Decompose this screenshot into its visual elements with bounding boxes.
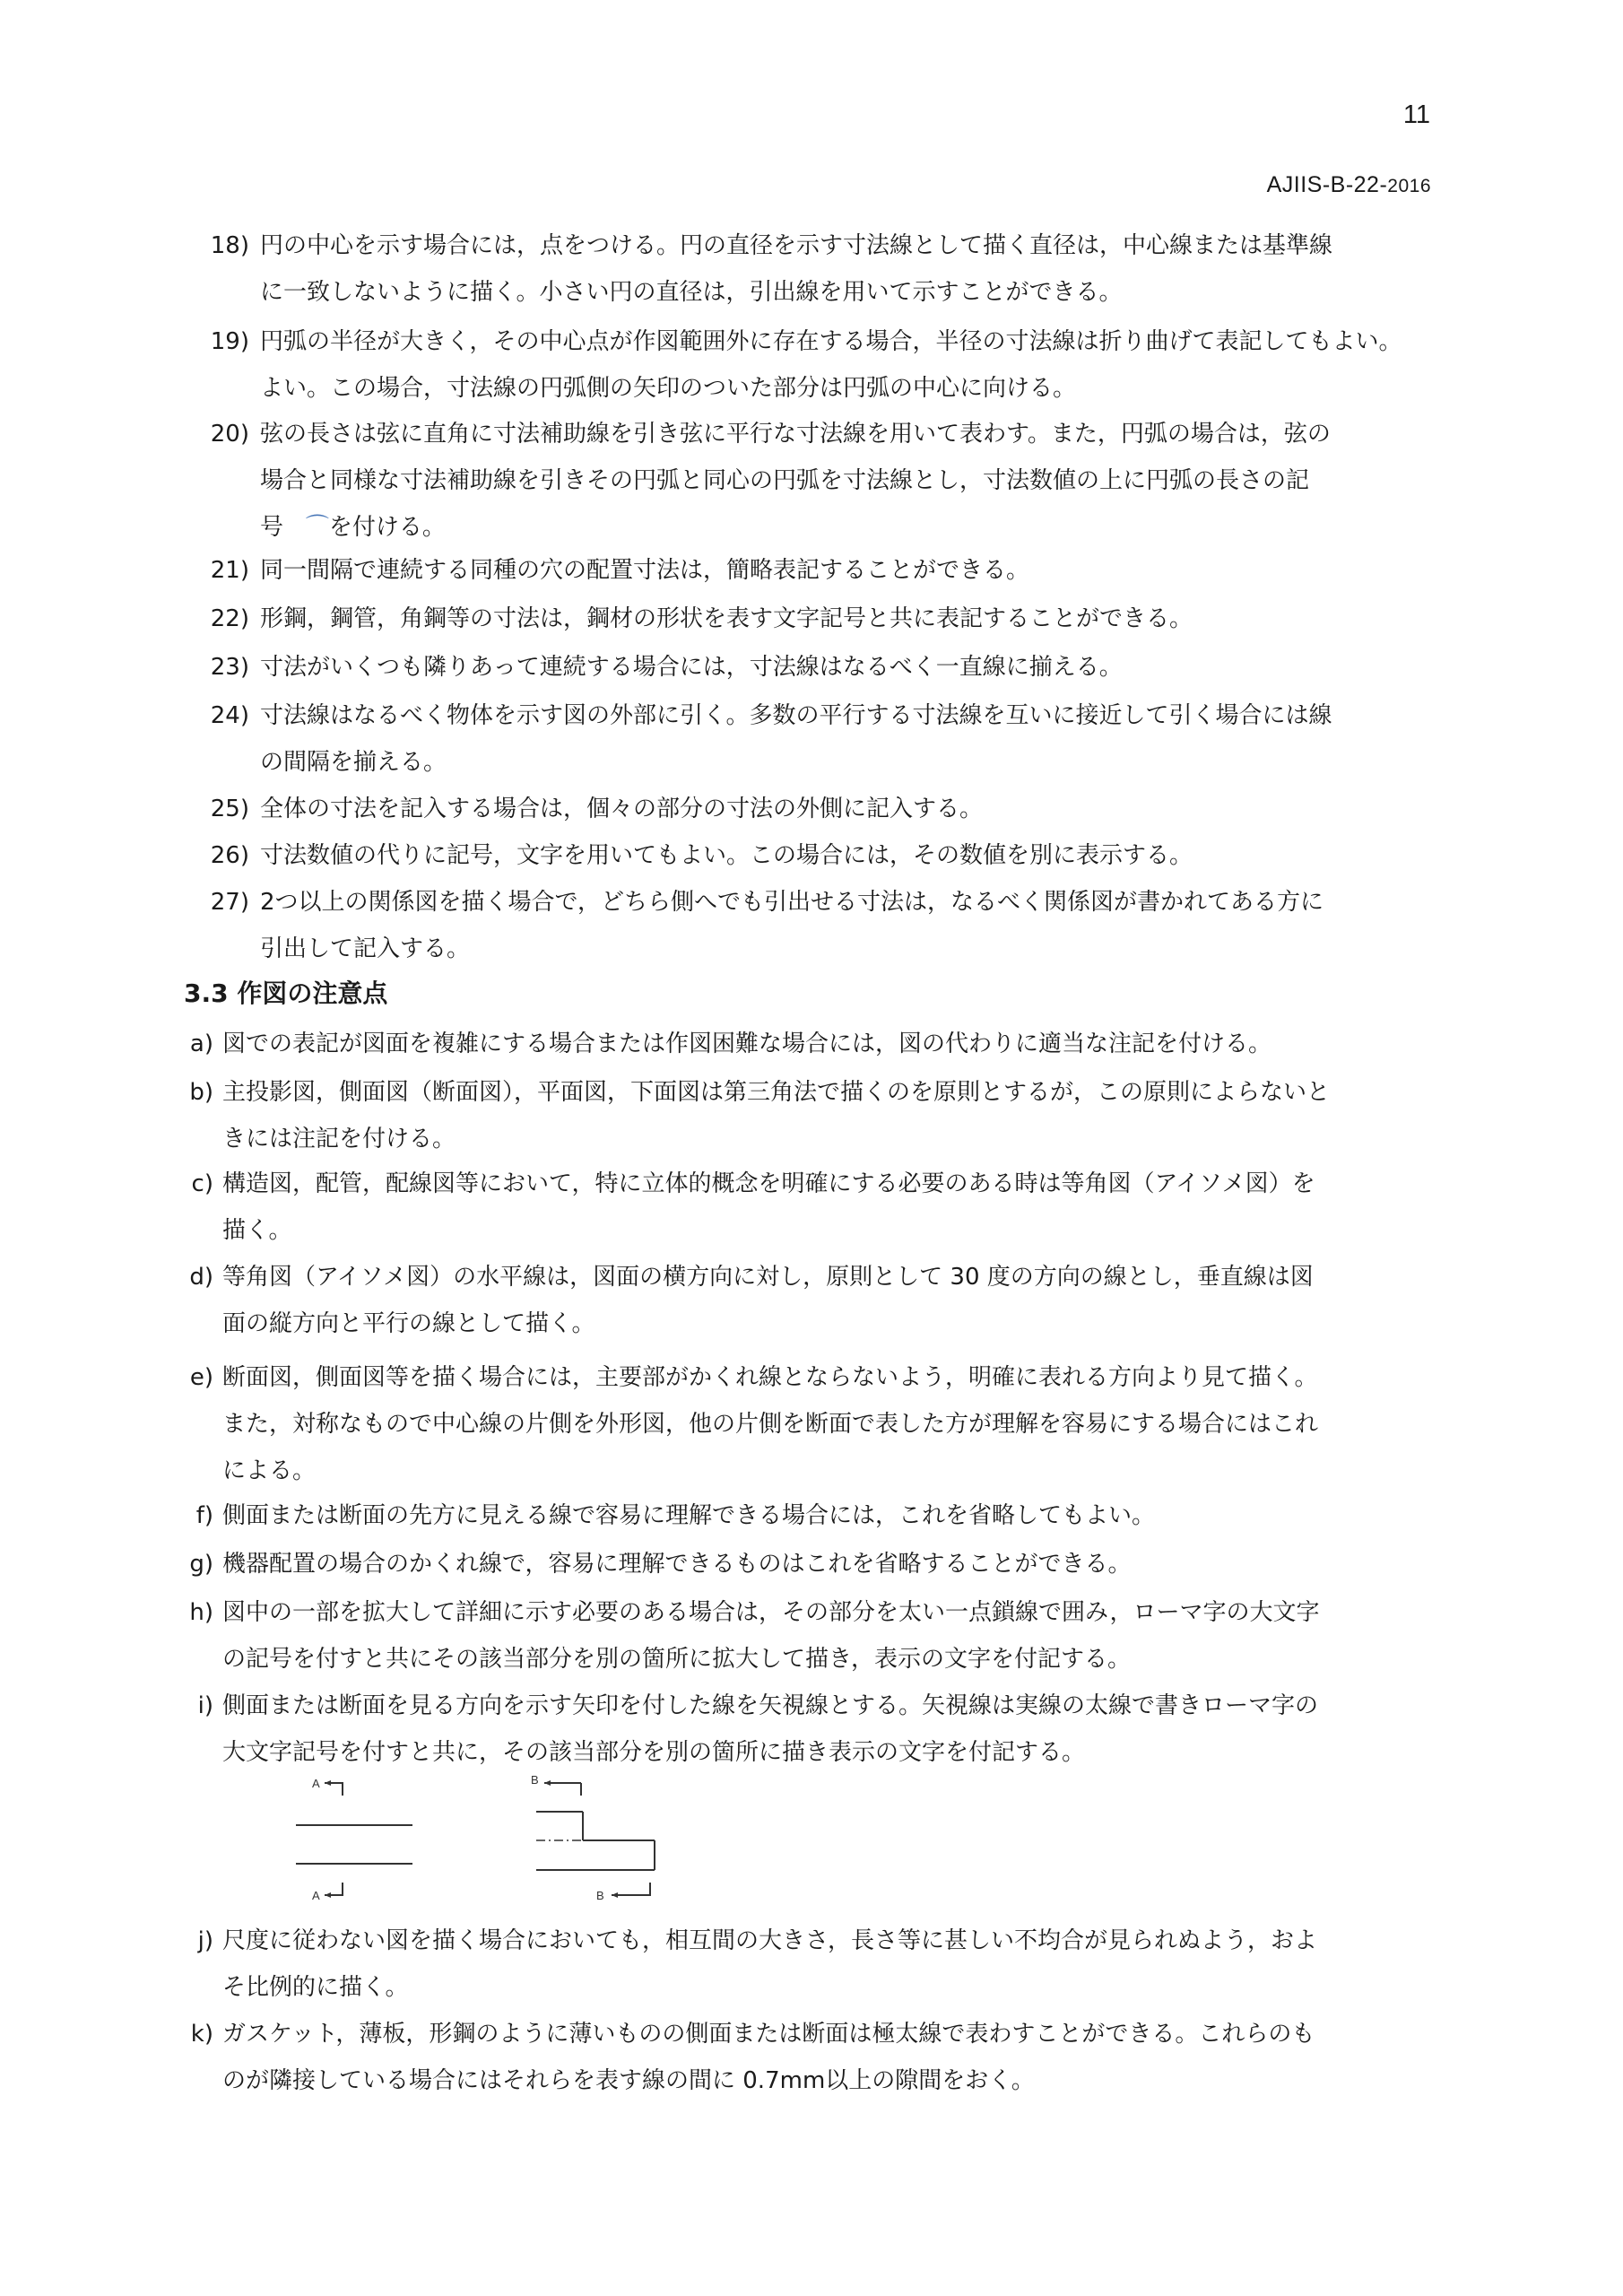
item-number: 27): [210, 889, 249, 916]
item-letter: c): [191, 1170, 213, 1197]
item-text-line: 側面または断面の先方に見える線で容易に理解できる場合には，これを省略してもよい。: [222, 1502, 1156, 1529]
item-letter: g): [189, 1551, 213, 1578]
item-text-line: きには注記を付ける。: [222, 1126, 456, 1152]
item-letter: f): [195, 1502, 213, 1529]
item-text-line: 大文字記号を付すと共に，その該当部分を別の箇所に描き表示の文字を付記する。: [222, 1739, 1086, 1766]
item-number: 18): [210, 232, 249, 259]
page-number: 11: [1402, 100, 1430, 129]
item-number: 26): [210, 842, 249, 869]
list-item-25: [210, 786, 984, 832]
item-text-line: による。: [222, 1457, 317, 1484]
label-a-bottom: A: [312, 1889, 320, 1902]
item-text-line: 構造図，配管，配線図等において，特に立体的概念を明確にする必要のある時は等角図（アイソメ図）を: [222, 1170, 1315, 1197]
arrowhead-icon: [612, 1892, 618, 1898]
item-text-line: のが隣接している場合にはそれらを表す線の間に 0.7mm以上の隙間をおく。: [222, 2067, 1035, 2094]
item-letter: a): [189, 1031, 213, 1057]
item-text-line: の間隔を揃える。: [260, 749, 447, 776]
list-item-20: [210, 411, 1331, 551]
item-text-line: 等角図（アイソメ図）の水平線は，図面の横方向に対し，原則として 30 度の方向の線とし，垂直線は図: [222, 1264, 1314, 1291]
list-item-19: [210, 318, 1402, 412]
arrowhead-icon: [325, 1780, 331, 1786]
item-text-line: 場合と同様な寸法補助線を引きその円弧と同心の円弧を寸法線とし，寸法数値の上に円弧の長さの記: [260, 467, 1310, 494]
item-text-line: の記号を付すと共にその該当部分を別の箇所に拡大して描き，表示の文字を付記する。: [222, 1646, 1131, 1673]
item-text-line: 断面図，側面図等を描く場合には，主要部がかくれ線とならないよう，明確に表れる方向より見て描く。: [222, 1364, 1318, 1391]
list-item-c: [191, 1161, 1315, 1254]
label-b-bottom: B: [596, 1889, 604, 1902]
item-text-line: 面の縦方向と平行の線として描く。: [222, 1310, 595, 1337]
item-text-line: 弦の長さは弦に直角に寸法補助線を引き弦に平行な寸法線を用いて表わす。また，円弧の場合は，弦の: [260, 421, 1331, 448]
item-number: 20): [210, 421, 249, 448]
text-fragment: を付ける。: [328, 514, 446, 541]
item-text-line: 側面または断面を見る方向を示す矢印を付した線を矢視線とする。矢視線は実線の太線で書きローマ字の: [222, 1692, 1319, 1719]
item-text-line: 形鋼，鋼管，角鋼等の寸法は，鋼材の形状を表す文字記号と共に表記することができる。: [260, 605, 1193, 632]
list-item-e: [189, 1354, 1319, 1494]
item-text-line: よい。この場合，寸法線の円弧側の矢印のついた部分は円弧の中心に向ける。: [260, 375, 1077, 402]
item-text-line: 全体の寸法を記入する場合は，個々の部分の寸法の外側に記入する。: [260, 796, 984, 822]
item-text-line: [260, 504, 1331, 551]
list-item-27: [210, 879, 1324, 972]
item-text-line: 寸法がいくつも隣りあって連続する場合には，寸法線はなるべく一直線に揃える。: [260, 654, 1123, 681]
section-title: 作図の注意点: [237, 978, 388, 1008]
arrowhead-icon: [544, 1780, 551, 1786]
item-text-line: 寸法線はなるべく物体を示す図の外部に引く。多数の平行する寸法線を互いに接近して引く場合には線: [260, 702, 1332, 729]
arc-length-symbol: ⌒: [305, 514, 329, 541]
list-item-i: [197, 1683, 1319, 1776]
item-text-line: 引出して記入する。: [260, 935, 471, 962]
item-number: 24): [210, 702, 249, 729]
item-number: 19): [210, 328, 249, 355]
list-item-22: [210, 596, 1193, 642]
list-item-g: [189, 1541, 1132, 1587]
list-item-21: [210, 547, 1030, 594]
item-text-line: 機器配置の場合のかくれ線で，容易に理解できるものはこれを省略することができる。: [222, 1551, 1132, 1578]
figure-a: [296, 1777, 412, 1902]
item-number: 23): [210, 654, 249, 681]
item-letter: h): [189, 1599, 213, 1626]
section-number: 3.3: [184, 978, 229, 1008]
text-fragment: 号: [260, 514, 284, 541]
label-a-top: A: [312, 1777, 320, 1790]
view-arrow-a-top: [325, 1783, 343, 1796]
item-text-line: 2つ以上の関係図を描く場合で，どちら側へでも引出せる寸法は，なるべく関係図が書かれてある方に: [260, 889, 1324, 916]
item-number: 21): [210, 557, 249, 584]
doc-code-year: 2016: [1387, 176, 1431, 196]
item-text-line: また，対称なもので中心線の片側を外形図，他の片側を断面で表した方が理解を容易にする場合にはこれ: [222, 1411, 1319, 1438]
document-code: [1166, 172, 1431, 198]
item-letter: j): [197, 1927, 213, 1954]
item-number: 25): [210, 796, 249, 822]
item-text-line: 主投影図，側面図（断面図），平面図，下面図は第三角法で描くのを原則とするが，この原則によらないと: [222, 1079, 1331, 1106]
list-item-23: [210, 644, 1123, 691]
list-item-h: [189, 1589, 1320, 1683]
list-item-26: [210, 832, 1193, 879]
item-text-line: 図中の一部を拡大して詳細に示す必要のある場合は，その部分を太い一点鎖線で囲み，ローマ字の大文字: [222, 1599, 1320, 1626]
item-text-line: そ比例的に描く。: [222, 1974, 409, 2001]
item-text-line: 寸法数値の代りに記号，文字を用いてもよい。この場合には，その数値を別に表示する。: [260, 842, 1193, 869]
view-arrow-a-bottom: [325, 1883, 343, 1895]
list-item-b: [189, 1069, 1331, 1162]
item-text-line: 図での表記が図面を複雑にする場合または作図困難な場合には，図の代わりに適当な注記を付ける。: [222, 1031, 1272, 1057]
figure-b: [531, 1773, 655, 1902]
list-item-k: [190, 2011, 1315, 2104]
item-letter: i): [197, 1692, 213, 1719]
item-text-line: 尺度に従わない図を描く場合においても，相互間の大きさ，長さ等に甚しい不均合が見られぬよう，およ: [222, 1927, 1317, 1954]
doc-code-prefix: AJIIS-B-22-: [1266, 172, 1388, 197]
item-letter: d): [189, 1264, 213, 1291]
item-letter: b): [189, 1079, 213, 1106]
section-heading: [184, 974, 387, 1013]
label-b-top: B: [531, 1773, 539, 1787]
item-number: 22): [210, 605, 249, 632]
item-text-line: ガスケット，薄板，形鋼のように薄いものの側面または断面は極太線で表わすことができる。これらのも: [222, 2021, 1315, 2048]
item-letter: k): [190, 2021, 213, 2048]
item-text-line: に一致しないように描く。小さい円の直径は，引出線を用いて示すことができる。: [260, 279, 1123, 306]
arrow-view-line-figure: [296, 1771, 673, 1906]
item-text-line: 同一間隔で連続する同種の穴の配置寸法は，簡略表記することができる。: [260, 557, 1030, 584]
item-text-line: 円の中心を示す場合には，点をつける。円の直径を示す寸法線として描く直径は，中心線または基準線: [260, 232, 1333, 259]
item-text-line: 円弧の半径が大きく，その中心点が作図範囲外に存在する場合，半径の寸法線は折り曲げて表記してもよい。: [260, 328, 1402, 355]
list-item-24: [210, 692, 1332, 786]
item-letter: e): [189, 1364, 213, 1391]
list-item-j: [197, 1918, 1317, 2011]
list-item-18: [210, 222, 1333, 316]
list-item-a: [189, 1021, 1272, 1067]
arrowhead-icon: [325, 1892, 331, 1898]
item-text-line: 描く。: [222, 1217, 292, 1244]
list-item-f: [195, 1492, 1156, 1539]
list-item-d: [189, 1254, 1314, 1347]
